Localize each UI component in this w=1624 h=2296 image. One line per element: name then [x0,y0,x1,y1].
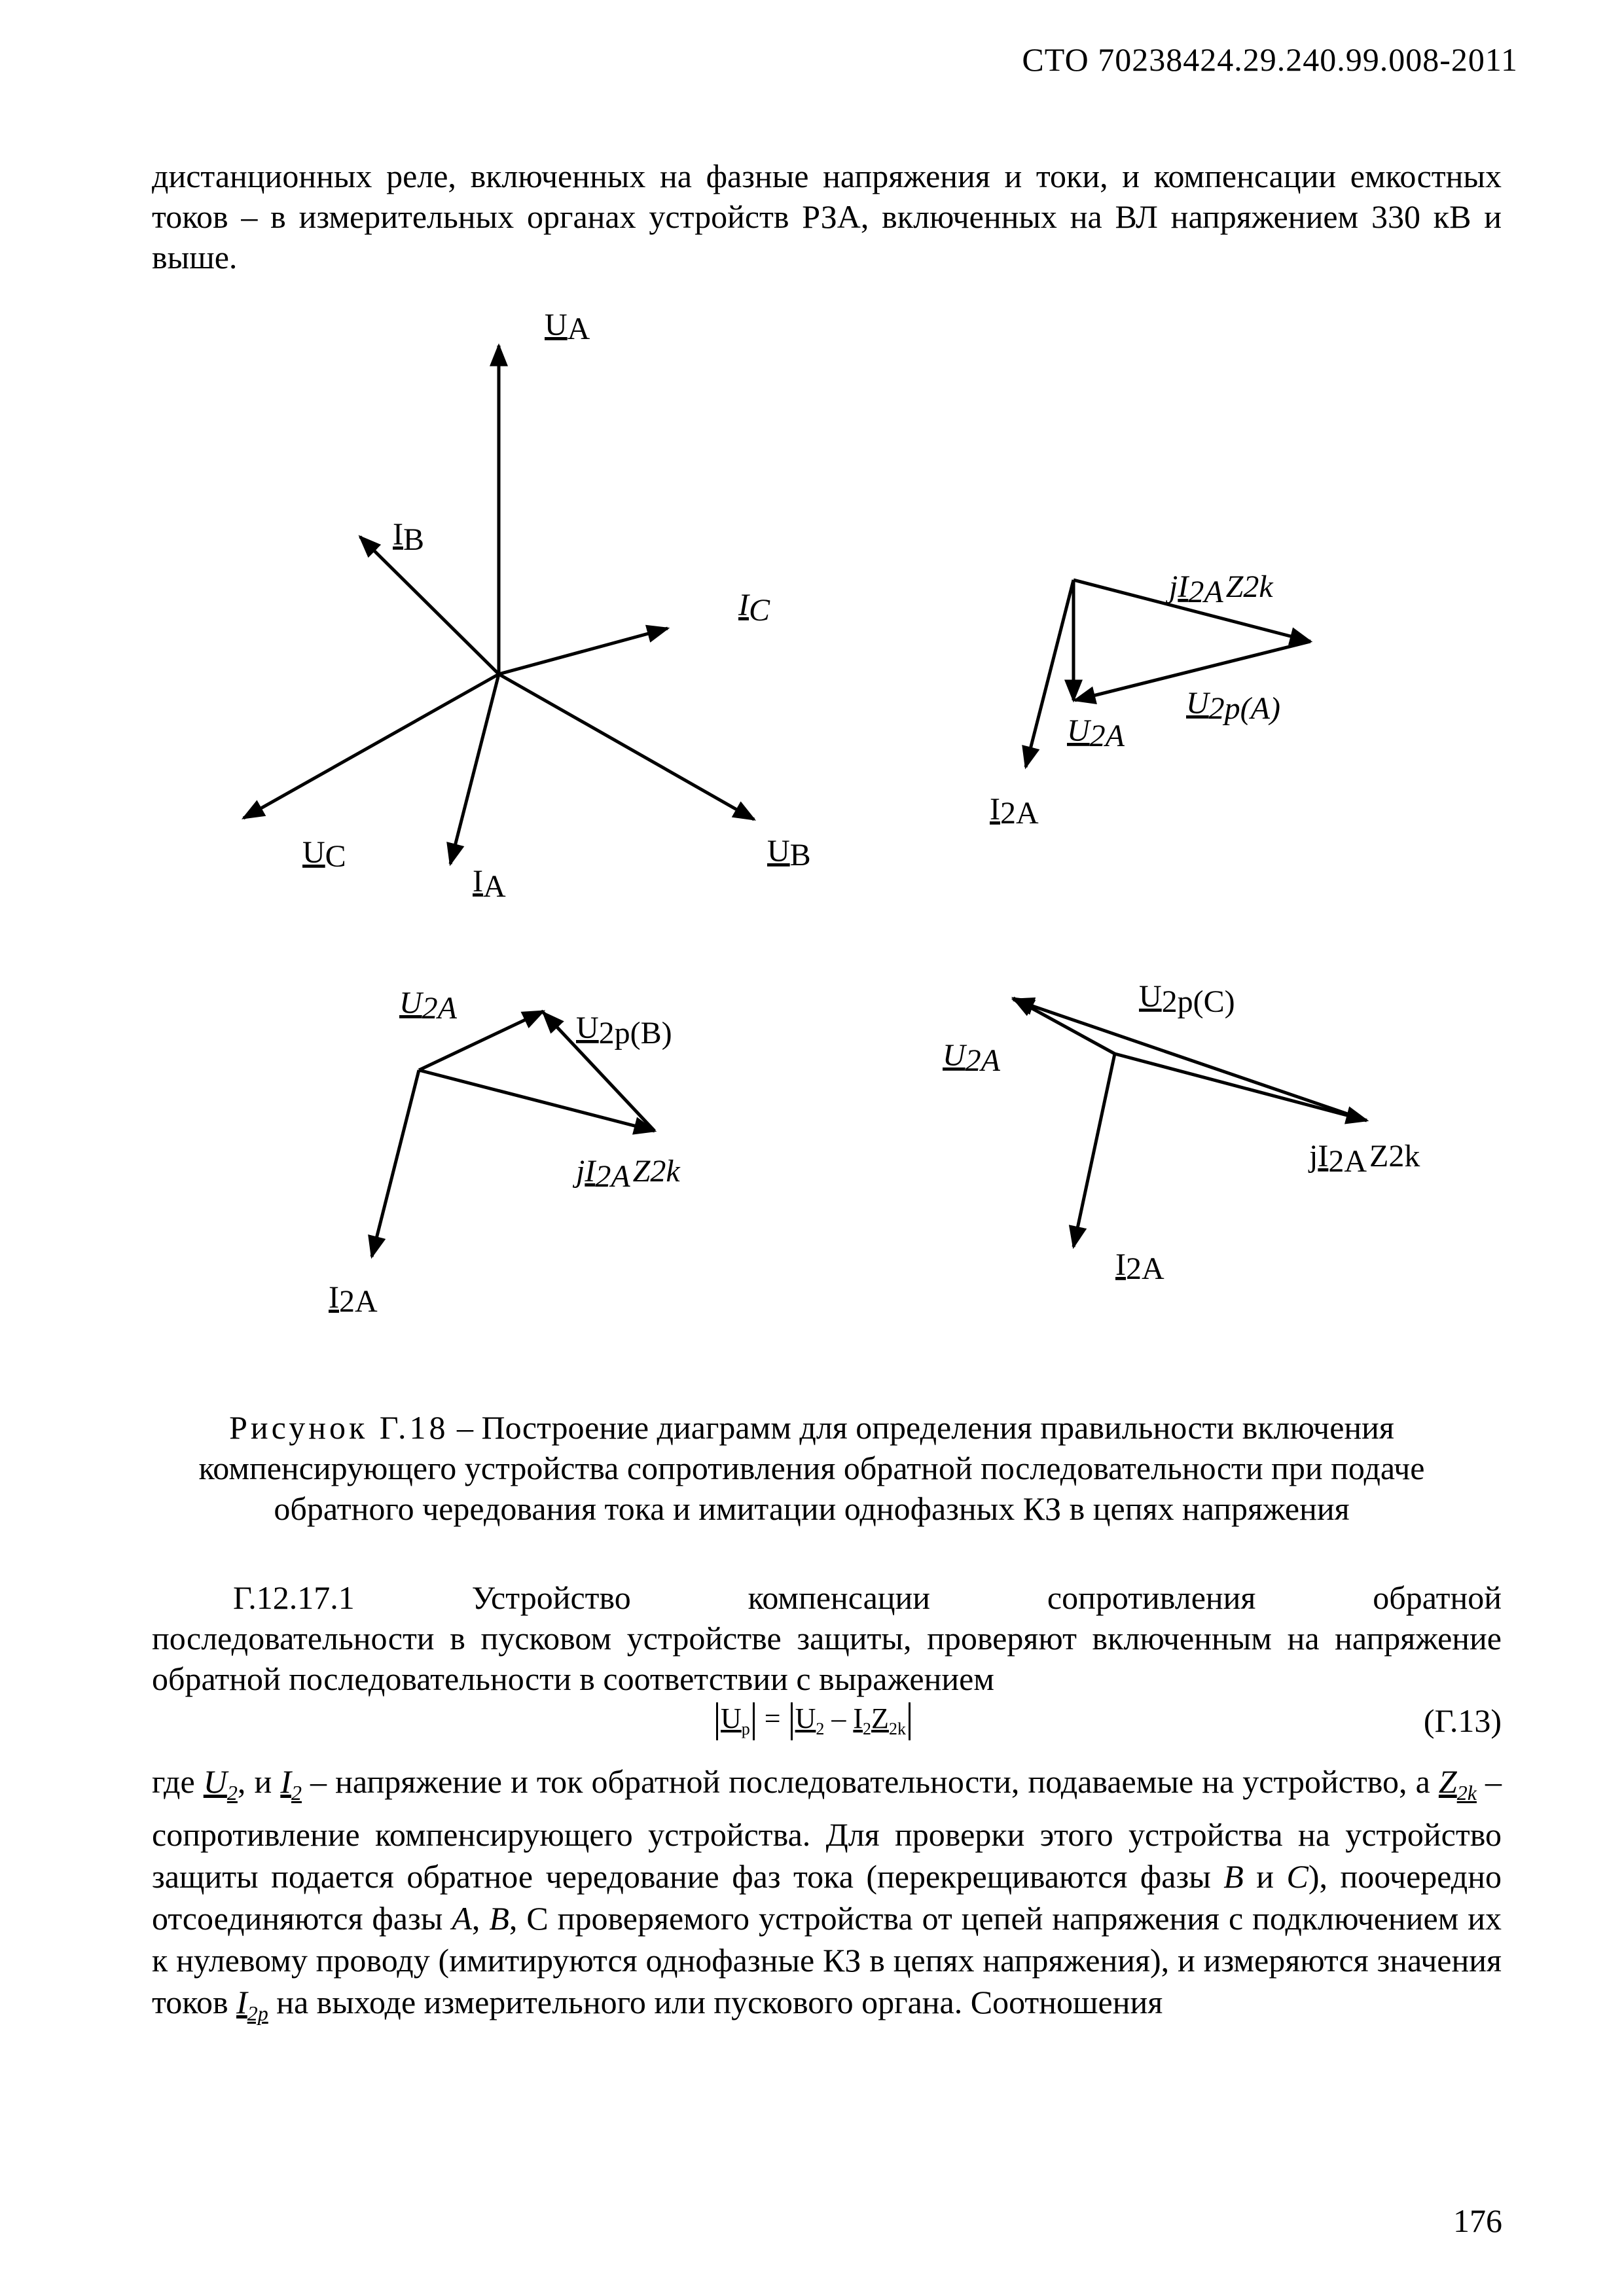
label-d3-u2p: U2p(C) [1139,979,1235,1019]
vector-i2a-b [372,1070,419,1257]
label-d2-jiz: jI2AZ2k [576,1154,680,1194]
figure-caption-label: Рисунок Г.18 [229,1409,449,1446]
section-word: Устройство [471,1579,631,1616]
section-number: Г.12.17.1 [233,1579,355,1616]
vector-uc [244,674,499,818]
label-d2-u2a: U2A [399,986,457,1026]
vector-jiz-c [1115,1054,1367,1121]
figure-caption [196,1407,1427,1529]
label-d1-i2a: I2A [990,792,1039,831]
label-d3-u2a: U2A [943,1038,1000,1078]
section-word: сопротивления [1047,1579,1256,1616]
formula: $U_p = U_2 - I_2Z_{2k}$ [713,1702,913,1740]
vector-ib [360,537,499,674]
section-first-line [152,1577,1502,1618]
label-uc: UC [302,835,346,874]
label-d3-jiz: jI2AZ2k [1309,1139,1420,1179]
vector-diagram-svg [0,288,1624,1374]
page-number: 176 [1453,2202,1502,2239]
label-ua: UA [545,308,590,346]
vector-ia [450,674,499,864]
vector-ic [499,628,668,674]
vector-i2a-c [1074,1054,1115,1247]
label-d3-i2a: I2A [1115,1247,1164,1286]
vector-jiz-b [419,1070,655,1131]
diagram-phase-c [1013,998,1367,1247]
label-ic: IC [738,588,770,628]
equation-number: (Г.13) [1423,1702,1502,1739]
vector-ub [499,674,754,819]
figure-caption-text: – Построение диаграмм для определения правильности включения компенсирующего устройства сопротивления обратной последовательности при подаче обратного чередования тока и имитации однофазных КЗ в цепях напряжения [198,1409,1425,1527]
label-d2-i2a: I2A [329,1280,378,1319]
intro-paragraph: дистанционных реле, включенных на фазные напряжения и токи, и компенсации емкостных токов – в измерительных органах устройств РЗА, включенных на ВЛ напряжением 330 кВ и выше. [152,158,1502,276]
label-d1-u2p: U2p(A) [1186,686,1280,726]
section-word: компенсации [748,1579,931,1616]
section-text: последовательности в пусковом устройстве защиты, проверяют включенным на напряжение обратной последовательности в соответствии с выражением [152,1620,1502,1697]
label-ib: IB [393,517,424,557]
vector-u2a-c [1013,998,1115,1054]
label-d2-u2p: U2p(B) [576,1011,672,1050]
section-word: обратной [1373,1579,1502,1616]
star-diagram [244,346,754,864]
label-ia: IA [473,864,506,904]
label-d1-jiz: jI2AZ2k [1169,569,1273,609]
section-paragraph [152,1577,1502,1699]
label-ub: UB [767,834,811,872]
explanation-paragraph: где $U_2$, и $I_2$ – напряжение и ток обратной последовательности, подаваемые на устройство, а $Z_{2k}$ – сопротивление компенсирующего устройства. Для проверки этого устройства на устройство защиты подается обратное чередование фаз тока (перекрещиваются фазы B и C), поочередно отсоединяются фазы A, B, С проверяемого устройства от цепей напряжения с подключением их к нулевому проводу (имитируются однофазные КЗ в цепях напряжения), и измеряются значения токов $I_{2p}$ на выходе измерительного или пускового органа. Соотношения [152,1763,1502,2025]
document-code: СТО 70238424.29.240.99.008-2011 [1022,41,1518,78]
vector-diagram-figure [0,288,1624,1374]
label-d1-u2a: U2A [1067,713,1125,753]
formula-row [152,1702,1502,1748]
